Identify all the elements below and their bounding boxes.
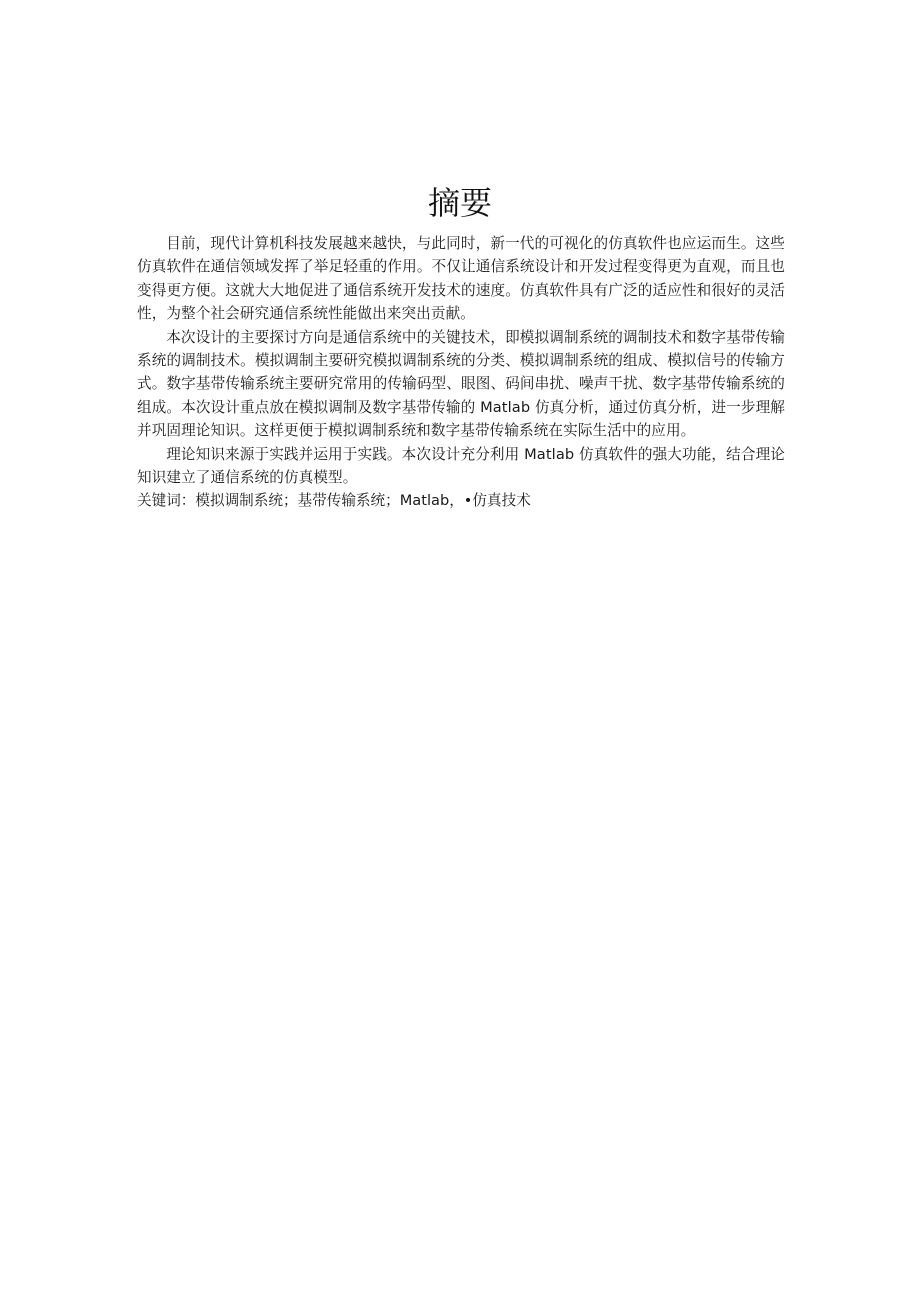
abstract-paragraph-3: 理论知识来源于实践并运用于实践。本次设计充分利用 Matlab 仿真软件的强大功能，结合理论知识建立了通信系统的仿真模型。 (137, 445, 785, 487)
abstract-paragraph-1: 目前，现代计算机科技发展越来越快，与此同时，新一代的可视化的仿真软件也应运而生。这些仿真软件在通信领域发挥了举足轻重的作用。不仅让通信系统设计和开发过程变得更为直观，而且也变得更方便。这就大大地促进了通信系统开发技术的速度。仿真软件具有广泛的适应性和很好的灵活性，为整个社会研究通信系统性能做出来突出贡献。 (137, 235, 785, 323)
abstract-body (137, 232, 785, 513)
keywords-line: 关键词：模拟调制系统；基带传输系统；Matlab，•仿真技术 (137, 492, 531, 510)
abstract-title: 摘要 (427, 184, 492, 222)
abstract-paragraph-2: 本次设计的主要探讨方向是通信系统中的关键技术，即模拟调制系统的调制技术和数字基带传输系统的调制技术。模拟调制主要研究模拟调制系统的分类、模拟调制系统的组成、模拟信号的传输方式。数字基带传输系统主要研究常用的传输码型、眼图、码间串扰、噪声干扰、数字基带传输系统的组成。本次设计重点放在模拟调制及数字基带传输的 Matlab 仿真分析，通过仿真分析，进一步理解并巩固理论知识。这样更便于模拟调制系统和数字基带传输系统在实际生活中的应用。 (137, 328, 785, 440)
